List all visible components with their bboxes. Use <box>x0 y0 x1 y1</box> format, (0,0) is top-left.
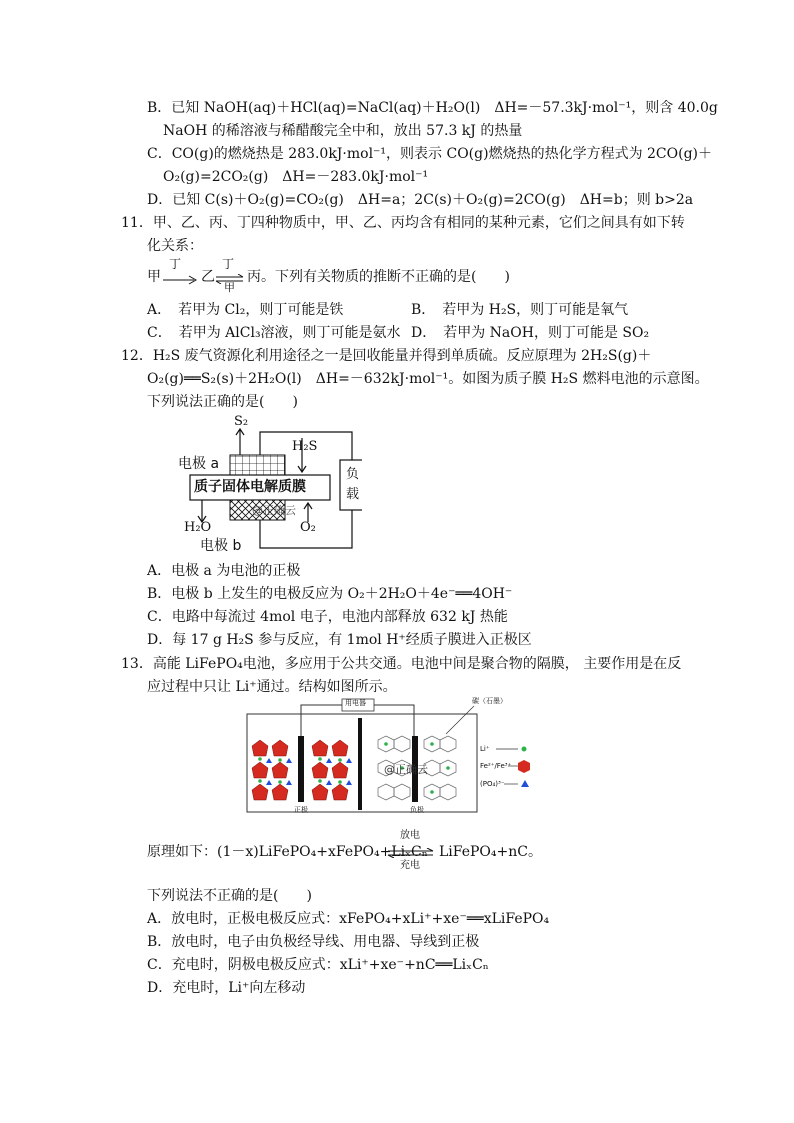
scheme-arrow1-icon <box>162 275 198 285</box>
q10-option-c-line1: C．CO(g)的燃烧热是 283.0kJ·mol⁻¹，则表示 CO(g)燃烧热的热化学方程式为 2CO(g)＋ <box>147 146 713 162</box>
q13-option-c: C．充电时，阴极电极反应式：xLi⁺+xe⁻+nC══LiₓCₙ <box>147 957 489 973</box>
label-h2s: H₂S <box>292 439 318 454</box>
q11-stem-line2: 化关系： <box>147 238 203 254</box>
label-negative: 负极 <box>410 806 424 814</box>
label-positive: 正极 <box>294 806 308 814</box>
q13-principle-equation <box>147 830 647 874</box>
q13-stem-line2: 应过程中只让 Li⁺通过。结构如图所示。 <box>147 679 397 695</box>
label-membrane: 质子固体电解质膜 <box>194 479 306 495</box>
legend-fe-label: Fe²⁺/Fe³⁺ <box>480 762 512 770</box>
scheme-arrow2-bottom-label: 甲 <box>224 281 235 294</box>
scheme-yi: 乙 <box>201 269 215 285</box>
q13-question: 下列说法不正确的是( ) <box>147 888 312 904</box>
arrow-label-charge: 充电 <box>400 860 420 871</box>
q13-option-d: D．充电时，Li⁺向左移动 <box>147 980 306 996</box>
q11-conversion-scheme <box>147 257 667 294</box>
q12-option-b: B．电极 b 上发生的电极反应为 O₂＋2H₂O＋4e⁻══4OH⁻ <box>147 586 513 602</box>
separator <box>358 718 362 810</box>
q12-option-d: D．每 17 g H₂S 参与反应，有 1mol H⁺经质子膜进入正极区 <box>147 632 532 648</box>
principle-left: 原理如下：(1－x)LiFePO₄+xFePO₄+LiₓCₙ <box>147 844 428 860</box>
label-electrode-b: 电极 b <box>200 538 242 554</box>
label-s2: S₂ <box>234 414 249 429</box>
positive-electrode <box>298 736 304 802</box>
scheme-jia: 甲 <box>147 269 161 285</box>
battery-drawing <box>246 696 538 814</box>
legend-fe-icon <box>518 760 530 773</box>
label-o2: O₂ <box>300 520 316 535</box>
q12-option-c: C．电路中每流过 4mol 电子，电池内部释放 632 kJ 热能 <box>147 609 508 625</box>
label-device: 用电器 <box>345 699 366 707</box>
q10-option-b-line1: B．已知 NaOH(aq)＋HCl(aq)=NaCl(aq)＋H₂O(l) ΔH=－57.3kJ·mol⁻¹，则含 40.0g <box>147 100 718 116</box>
q10-option-c-line2: O₂(g)=2CO₂(g) ΔH=－283.0kJ·mol⁻¹ <box>163 169 429 185</box>
lifepo4-battery-diagram <box>246 696 538 814</box>
q12-stem-line3: 下列说法正确的是( ) <box>147 394 298 410</box>
q11-stem-line1: 11．甲、乙、丙、丁四种物质中，甲、乙、丙均含有相同的某种元素，它们之间具有如下转 <box>121 215 685 231</box>
legend-po4-icon <box>521 780 529 787</box>
watermark: @正确云 <box>252 504 296 517</box>
scheme-bing-and-question: 丙。下列有关物质的推断不正确的是( ) <box>247 269 510 285</box>
watermark: @正确云 <box>384 763 428 776</box>
label-load-1: 负 <box>346 467 360 482</box>
scheme-arrow2-top-label: 丁 <box>222 257 235 271</box>
q11-option-b: B． 若甲为 H₂S，则丁可能是氧气 <box>411 302 629 318</box>
q12-stem-line2: O₂(g)══S₂(s)＋2H₂O(l) ΔH=－632kJ·mol⁻¹。如图为质子膜 H₂S 燃料电池的示意图。 <box>147 371 709 387</box>
label-carbon: 碳（石墨） <box>472 697 507 705</box>
q12-stem-line1: 12．H₂S 废气资源化利用途径之一是回收能量并得到单质硫。反应原理为 2H₂S(g)＋ <box>121 348 652 364</box>
label-h2o: H₂O <box>184 520 212 535</box>
label-electrode-a: 电极 a <box>178 456 220 472</box>
electrode-a-grid <box>230 455 285 475</box>
q11-option-a: A． 若甲为 Cl₂，则丁可能是铁 <box>147 302 344 318</box>
scheme-arrow1-label: 丁 <box>169 257 182 271</box>
legend-li-label: Li⁺ <box>480 745 490 753</box>
arrow-label-discharge: 放电 <box>400 830 420 841</box>
q13-option-b: B．放电时，电子由负极经导线、用电器、导线到正极 <box>147 934 480 950</box>
label-load-2: 载 <box>346 487 360 502</box>
q13-stem-line1: 13．高能 LiFePO₄电池，多应用于公共交通。电池中间是聚合物的隔膜， 主要作用是在反 <box>121 656 682 672</box>
h2s-fuel-cell-diagram <box>172 414 362 556</box>
q11-option-c: C． 若甲为 AlCl₃溶液，则丁可能是氨水 <box>147 325 401 341</box>
legend-po4-label: (PO₄)³⁻ <box>480 780 505 788</box>
q12-option-a: A．电极 a 为电池的正极 <box>147 563 301 579</box>
principle-right: LiFePO₄+nC。 <box>439 844 542 860</box>
q11-option-d: D． 若甲为 NaOH，则丁可能是 SO₂ <box>411 325 650 341</box>
legend-li-icon <box>522 747 527 752</box>
q10-option-d: D．已知 C(s)＋O₂(g)=CO₂(g) ΔH=a；2C(s)＋O₂(g)=2CO(g) ΔH=b；则 b>2a <box>147 192 694 208</box>
q10-option-b-line2: NaOH 的稀溶液与稀醋酸完全中和，放出 57.3 kJ 的热量 <box>163 123 523 139</box>
q13-option-a: A．放电时，正极电极反应式：xFePO₄+xLi⁺+xe⁻══xLiFePO₄ <box>147 911 550 927</box>
